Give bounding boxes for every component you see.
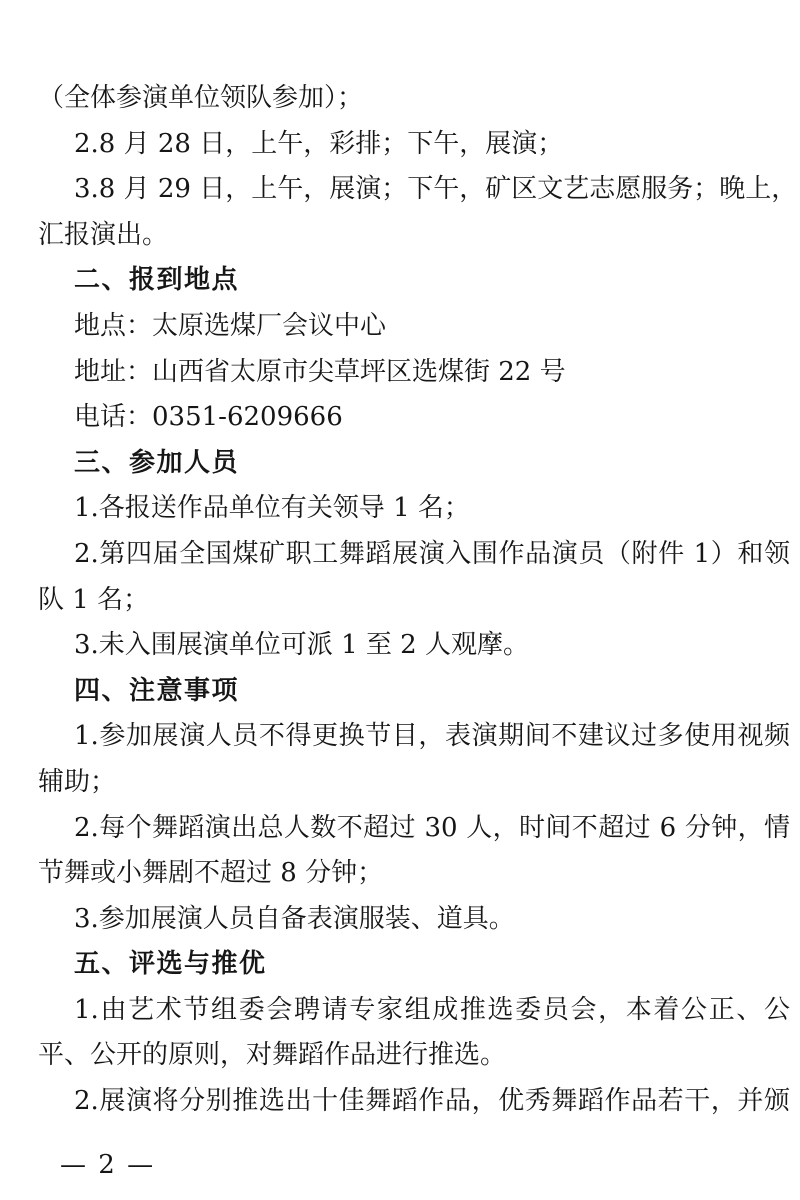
registration-phone: 电话：0351-6209666 <box>74 402 343 433</box>
section-heading-notes: 四、注意事项 <box>74 675 240 706</box>
notes-item-2: 2.每个舞蹈演出总人数不超过 30 人，时间不超过 6 分钟，情 <box>74 812 790 843</box>
selection-item-1-continuation: 平、公开的原则，对舞蹈作品进行推选。 <box>38 1040 507 1071</box>
section-heading-registration-location: 二、报到地点 <box>74 265 240 296</box>
registration-venue: 地点：太原选煤厂会议中心 <box>74 310 387 341</box>
participants-item-3: 3.未入围展演单位可派 1 至 2 人观摩。 <box>74 630 529 661</box>
notes-item-1: 1.参加展演人员不得更换节目，表演期间不建议过多使用视频 <box>74 721 790 752</box>
registration-address: 地址：山西省太原市尖草坪区选煤街 22 号 <box>74 356 566 387</box>
notes-item-2-continuation: 节舞或小舞剧不超过 8 分钟； <box>38 858 384 889</box>
schedule-item-aug29-continuation: 汇报演出。 <box>38 219 169 250</box>
schedule-item-aug29: 3.8 月 29 日，上午，展演；下午，矿区文艺志愿服务；晚上， <box>74 174 798 205</box>
participants-item-1: 1.各报送作品单位有关领导 1 名； <box>74 493 470 524</box>
selection-item-2: 2.展演将分别推选出十佳舞蹈作品，优秀舞蹈作品若干，并颁 <box>74 1086 790 1117</box>
selection-item-1: 1.由艺术节组委会聘请专家组成推选委员会，本着公正、公 <box>74 994 790 1025</box>
participants-item-2-continuation: 队 1 名； <box>38 584 150 615</box>
schedule-item-aug28: 2.8 月 28 日，上午，彩排；下午，展演； <box>74 128 564 159</box>
section-heading-selection: 五、评选与推优 <box>74 949 267 980</box>
notes-item-3: 3.参加展演人员自备表演服装、道具。 <box>74 903 515 934</box>
para-leaders-note-continuation: （全体参演单位领队参加）； <box>38 83 364 113</box>
document-body <box>38 76 798 1125</box>
notes-item-1-continuation: 辅助； <box>38 766 117 797</box>
participants-item-2: 2.第四届全国煤矿职工舞蹈展演入围作品演员（附件 1）和领 <box>74 538 790 569</box>
section-heading-participants: 三、参加人员 <box>74 447 240 478</box>
page-number: — 2 — <box>60 1150 156 1180</box>
